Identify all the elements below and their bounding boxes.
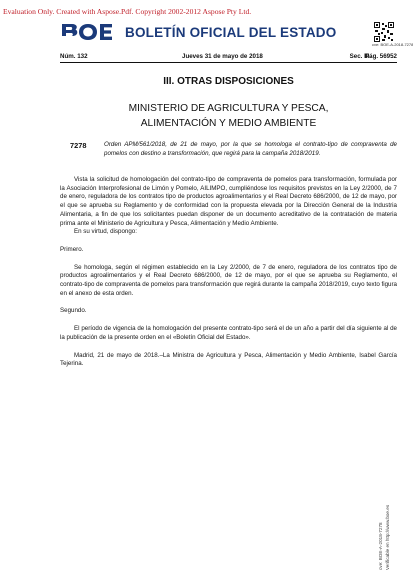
sidebar-verify-link[interactable]: Verificable en http://www.boe.es	[385, 504, 390, 570]
signature-paragraph: Madrid, 21 de mayo de 2018.–La Ministra de Agricultura y Pesca, Alimentación y Medio Ambiente, Isabel García Tejerina.	[60, 351, 397, 368]
document-body	[60, 176, 397, 369]
issue-number: Núm. 132	[60, 53, 88, 60]
sidebar-cve: cve: BOE-A-2018-7278	[378, 522, 383, 570]
evaluation-watermark: Evaluation Only. Created with Aspose.Pdf. Copyright 2002-2012 Aspose Pty Ltd.	[3, 7, 252, 16]
gazette-title: BOLETÍN OFICIAL DEL ESTADO	[125, 25, 337, 40]
ministry-line-1: MINISTERIO DE AGRICULTURA Y PESCA,	[128, 103, 329, 114]
article-heading-second: Segundo.	[60, 307, 87, 315]
qr-cve-label: cve: BOE-A-2018-7278	[372, 42, 413, 47]
qr-code-icon[interactable]	[374, 22, 394, 42]
order-number: 7278	[70, 141, 87, 150]
body-paragraph: En su virtud, dispongo:	[74, 228, 137, 236]
issue-section: Sec. III.	[349, 53, 371, 60]
body-paragraph: Se homologa, según el régimen establecido en la Ley 2/2000, de 7 de enero, reguladora de los contratos tipo de productos agroalimentarios y el Real Decreto 686/2000, de 12 de mayo, por el que se aprueba su Reglamento, el contrato-tipo de compraventa de pomelos para transformación que regirá durante la campaña 2018/2019, cuyo texto figura en el anexo de esta orden.	[60, 263, 397, 297]
issue-info-bar	[60, 53, 397, 63]
body-paragraph: El período de vigencia de la homologación del presente contrato-tipo será el de un año a partir del día siguiente al de la publicación de la presente orden en el «Boletín Oficial del Estado».	[60, 325, 397, 341]
ministry-line-2: ALIMENTACIÓN Y MEDIO AMBIENTE	[140, 118, 317, 129]
order-summary: Orden APM/561/2018, de 21 de mayo, por la que se homologa el contrato-tipo de compraventa de pomelos con destino a transformación, que regirá para la campaña 2018/2019.	[104, 141, 397, 157]
issue-page: Pág. 56952	[365, 53, 397, 60]
boe-logo	[60, 22, 114, 42]
body-paragraph: Vista la solicitud de homologación del contrato-tipo de compraventa de pomelos para transformación, formulada por la Asociación Interprofesional de Limón y Pomelo, AILIMPO, cumpliéndose los requisitos previstos en la Ley 2/2000, de 7 de enero, reguladora de los contratos tipo de productos agroalimentarios y el Real Decreto 686/2000, de 12 de mayo, por el que se aprueba su Reglamento y de conformidad con la propuesta elevada por la Dirección General de la Industria Alimentaria, a fin de que los solicitantes puedan disponer de un documento acreditativo de la contratación de materia prima ante el Ministerio de Agricultura y Pesca, Alimentación y Medio Ambiente.	[60, 176, 397, 227]
issue-date: Jueves 31 de mayo de 2018	[182, 53, 263, 60]
verification-sidebar	[378, 420, 396, 570]
section-heading: III. OTRAS DISPOSICIONES	[163, 76, 294, 87]
article-heading-first: Primero.	[60, 245, 84, 253]
ministry-heading	[60, 101, 397, 131]
